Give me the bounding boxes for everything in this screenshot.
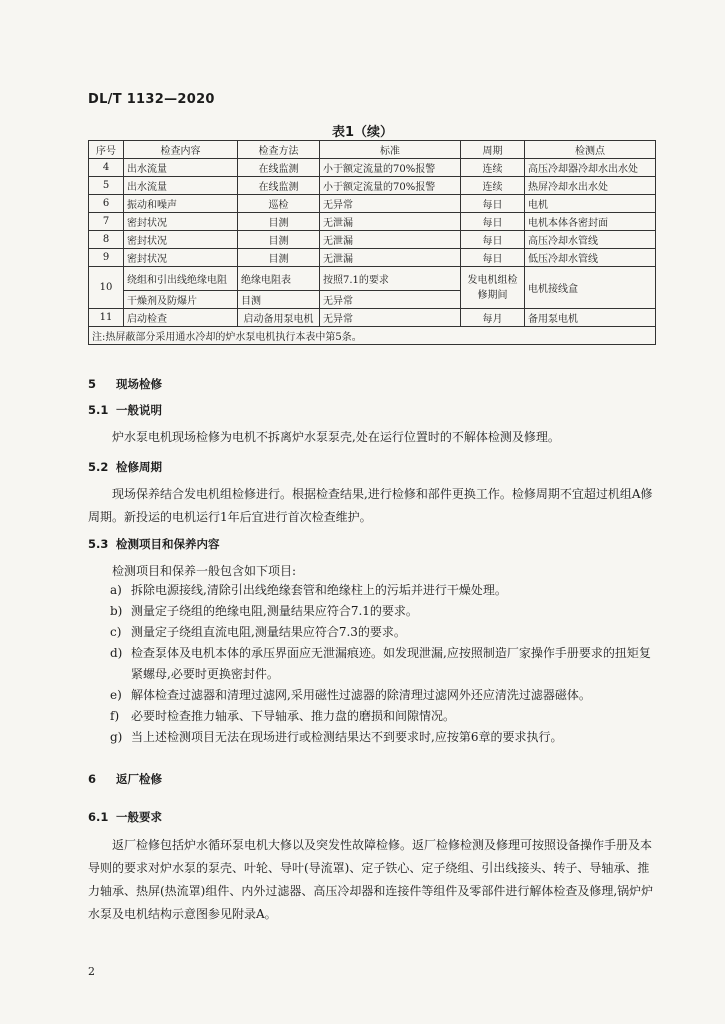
cell-period: 连续 xyxy=(461,177,525,195)
cell-point: 低压冷却水管线 xyxy=(525,249,656,267)
table-caption: 表1（续） xyxy=(331,125,394,140)
cell-method: 目测 xyxy=(238,213,320,231)
cell-content: 密封状况 xyxy=(124,213,238,231)
table-note: 注:热屏蔽部分采用通水冷却的炉水泵电机执行本表中第5条。 xyxy=(89,327,656,345)
list-item xyxy=(110,727,660,748)
col-header-num: 序号 xyxy=(89,141,124,159)
list-item-text: 测量定子绕组的绝缘电阻,测量结果应符合7.1的要求。 xyxy=(131,604,418,618)
cell-method: 目测 xyxy=(238,231,320,249)
list-item xyxy=(110,580,660,601)
section-5-3-heading xyxy=(88,536,220,552)
list-item-label: a) xyxy=(110,583,122,597)
cell-standard: 无泄漏 xyxy=(320,231,461,249)
cell-content: 出水流量 xyxy=(124,177,238,195)
cell-method: 在线监测 xyxy=(238,177,320,195)
cell-method: 目测 xyxy=(238,249,320,267)
cell-point: 高压冷却器冷却水出水处 xyxy=(525,159,656,177)
cell-period: 每日 xyxy=(461,195,525,213)
list-item-label: d) xyxy=(110,646,123,660)
cell-content: 密封状况 xyxy=(124,231,238,249)
col-header-point: 检测点 xyxy=(525,141,656,159)
cell-standard: 无泄漏 xyxy=(320,249,461,267)
table-row xyxy=(89,309,656,327)
cell-num: 11 xyxy=(89,309,124,327)
table-row xyxy=(89,249,656,267)
cell-point: 电机本体各密封面 xyxy=(525,213,656,231)
section-number: 5 xyxy=(88,377,97,391)
cell-content: 干燥剂及防爆片 xyxy=(124,291,238,309)
cell-point: 备用泵电机 xyxy=(525,309,656,327)
table-row xyxy=(89,159,656,177)
table-row xyxy=(89,213,656,231)
cell-content: 出水流量 xyxy=(124,159,238,177)
section-6-1-text: 返厂检修包括炉水循环泵电机大修以及突发性故障检修。返厂检修检测及修理可按照设备操作手册及本导则的要求对炉水泵的泵壳、叶轮、导叶(导流罩)、定子铁心、定子绕组、引出线接头、转子、导轴承、推力轴承、热屏(热流罩)组件、内外过滤器、高压冷却器和连接件等组件及零部件进行解体检查及修理,锅炉炉水泵及电机结构示意图参见附录A。 xyxy=(88,838,654,921)
cell-period: 每月 xyxy=(461,309,525,327)
cell-standard: 按照7.1的要求 xyxy=(320,267,461,291)
list-item-text: 测量定子绕组直流电阻,测量结果应符合7.3的要求。 xyxy=(131,625,406,639)
list-item-label: f) xyxy=(110,709,120,723)
table-row xyxy=(89,267,656,291)
cell-point: 热屏冷却水出水处 xyxy=(525,177,656,195)
list-item-text: 必要时检查推力轴承、下导轴承、推力盘的磨损和间隙情况。 xyxy=(131,709,456,723)
page-number: 2 xyxy=(88,965,95,978)
cell-method: 启动备用泵电机 xyxy=(238,309,320,327)
section-number: 6.1 xyxy=(88,810,109,824)
col-header-standard: 标准 xyxy=(320,141,461,159)
cell-content: 振动和噪声 xyxy=(124,195,238,213)
cell-standard: 无异常 xyxy=(320,291,461,309)
cell-period: 每日 xyxy=(461,249,525,267)
list-item-label: e) xyxy=(110,688,122,702)
cell-num: 7 xyxy=(89,213,124,231)
section-5-2-heading xyxy=(88,459,162,475)
section-number: 5.1 xyxy=(88,403,109,417)
cell-period: 发电机组检修期间 xyxy=(461,267,525,309)
cell-num: 6 xyxy=(89,195,124,213)
list-item xyxy=(110,706,660,727)
section-title: 现场检修 xyxy=(116,377,162,391)
section-title: 一般要求 xyxy=(116,810,162,824)
list-item xyxy=(110,601,660,622)
cell-method: 在线监测 xyxy=(238,159,320,177)
section-title: 检修周期 xyxy=(116,460,162,474)
cell-method: 目测 xyxy=(238,291,320,309)
section-title: 检测项目和保养内容 xyxy=(116,537,220,551)
cell-point: 高压冷却水管线 xyxy=(525,231,656,249)
cell-num: 5 xyxy=(89,177,124,195)
section-5-1-text: 炉水泵电机现场检修为电机不拆离炉水泵泵壳,处在运行位置时的不解体检测及修理。 xyxy=(112,430,560,444)
section-5-2-text: 现场保养结合发电机组检修进行。根据检查结果,进行检修和部件更换工作。检修周期不宜超过机组A修周期。新投运的电机运行1年后宜进行首次检查维护。 xyxy=(88,487,653,524)
col-header-content: 检查内容 xyxy=(124,141,238,159)
section-title: 返厂检修 xyxy=(116,772,162,786)
section-5-heading xyxy=(88,376,162,392)
section-6-heading xyxy=(88,771,162,787)
list-item-text: 当上述检测项目无法在现场进行或检测结果达不到要求时,应按第6章的要求执行。 xyxy=(131,730,563,744)
list-item xyxy=(110,685,660,706)
cell-period: 连续 xyxy=(461,159,525,177)
standard-code: DL/T 1132—2020 xyxy=(88,92,215,107)
cell-num: 8 xyxy=(89,231,124,249)
col-header-method: 检查方法 xyxy=(238,141,320,159)
cell-period: 每日 xyxy=(461,213,525,231)
cell-point: 电机接线盒 xyxy=(525,267,656,309)
section-number: 6 xyxy=(88,772,97,786)
col-header-period: 周期 xyxy=(461,141,525,159)
list-item-text: 拆除电源接线,清除引出线绝缘套管和绝缘柱上的污垢并进行干燥处理。 xyxy=(131,583,507,597)
table-note-row xyxy=(89,327,656,345)
table-header-row xyxy=(89,141,656,159)
inspection-table xyxy=(88,140,656,345)
list-item-label: g) xyxy=(110,730,123,744)
cell-standard: 无异常 xyxy=(320,309,461,327)
list-item-text: 检查泵体及电机本体的承压界面应无泄漏痕迹。如发现泄漏,应按照制造厂家操作手册要求的扭矩复紧螺母,必要时更换密封件。 xyxy=(131,646,651,681)
cell-standard: 无异常 xyxy=(320,195,461,213)
section-number: 5.2 xyxy=(88,460,109,474)
cell-num: 4 xyxy=(89,159,124,177)
cell-method: 绝缘电阻表 xyxy=(238,267,320,291)
section-6-1-heading xyxy=(88,809,162,825)
list-item xyxy=(110,643,660,685)
section-5-3-intro: 检测项目和保养一般包含如下项目: xyxy=(112,564,297,578)
list-item-text: 解体检查过滤器和清理过滤网,采用磁性过滤器的除清理过滤网外还应清洗过滤器磁体。 xyxy=(131,688,591,702)
cell-num: 9 xyxy=(89,249,124,267)
list-item xyxy=(110,622,660,643)
cell-standard: 小于额定流量的70%报警 xyxy=(320,177,461,195)
cell-standard: 无泄漏 xyxy=(320,213,461,231)
list-item-label: c) xyxy=(110,625,122,639)
list-item-label: b) xyxy=(110,604,123,618)
cell-point: 电机 xyxy=(525,195,656,213)
cell-content: 启动检查 xyxy=(124,309,238,327)
cell-num: 10 xyxy=(89,267,124,309)
section-number: 5.3 xyxy=(88,537,109,551)
section-title: 一般说明 xyxy=(116,403,162,417)
table-row xyxy=(89,231,656,249)
table-row xyxy=(89,195,656,213)
cell-content: 绕组和引出线绝缘电阻 xyxy=(124,267,238,291)
table-row xyxy=(89,177,656,195)
cell-standard: 小于额定流量的70%报警 xyxy=(320,159,461,177)
cell-method: 巡检 xyxy=(238,195,320,213)
cell-content: 密封状况 xyxy=(124,249,238,267)
cell-period: 每日 xyxy=(461,231,525,249)
section-5-1-heading xyxy=(88,402,162,418)
